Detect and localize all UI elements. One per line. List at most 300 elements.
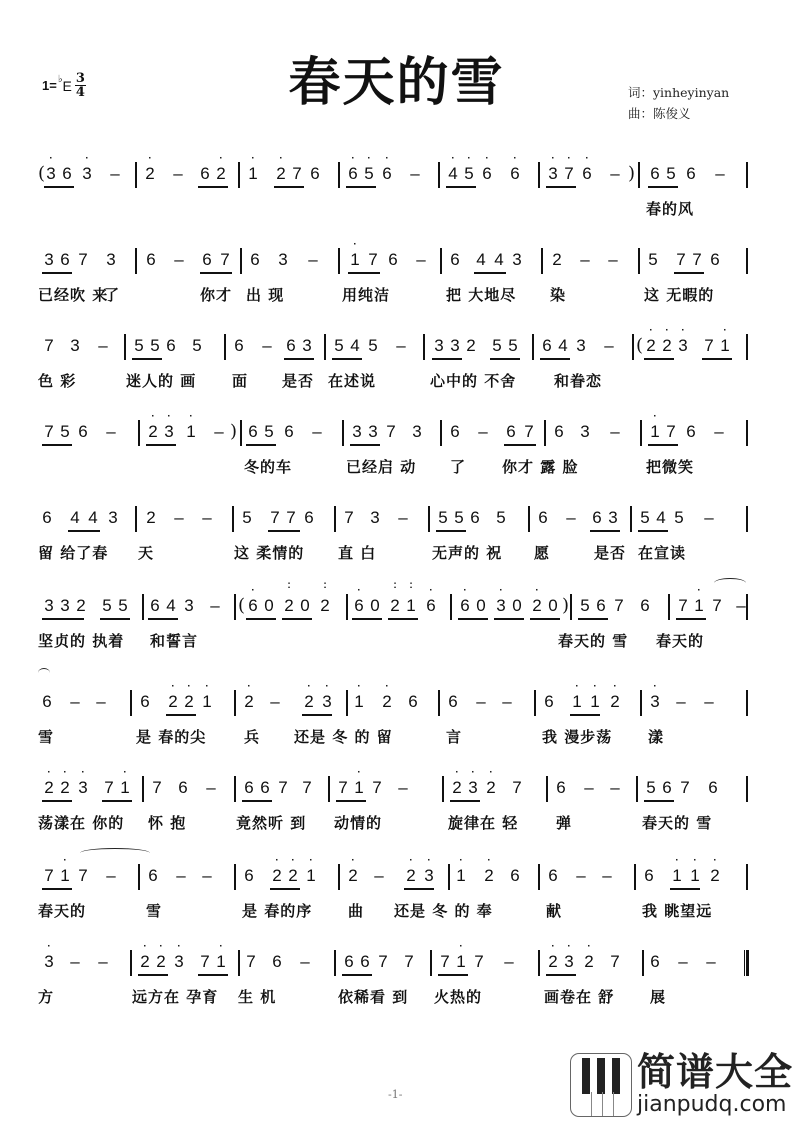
barline: [546, 776, 548, 802]
note: 4: [70, 508, 80, 527]
notes-row: [38, 504, 750, 534]
note: 6: [62, 164, 72, 183]
beam-underline: [302, 714, 332, 716]
octave-dot-icon: ·: [551, 941, 555, 952]
note: 2 ·: [214, 164, 228, 184]
piano-icon: [570, 1053, 632, 1117]
note: 1 ·: [718, 336, 732, 356]
note: 2 :: [282, 596, 296, 616]
note: 3 ·: [42, 952, 56, 972]
note: 6: [284, 422, 294, 441]
sustain-dash: –: [202, 508, 212, 527]
note: 6: [250, 250, 260, 269]
lyric-text: 春天的 雪: [642, 814, 713, 832]
octave-dot-icon: ·: [205, 681, 209, 692]
sustain-dash: –: [416, 250, 426, 269]
note: 1 ·: [352, 692, 366, 712]
sustain-dash: –: [478, 422, 488, 441]
lyric-text: 把微笑: [646, 458, 695, 476]
note: 1 ·: [184, 422, 198, 442]
octave-dot-icon: ·: [357, 585, 361, 596]
sustain-dash: –: [98, 336, 108, 355]
lyric-text: 春天的 雪: [558, 632, 629, 650]
note: 7 ·: [562, 164, 576, 184]
octave-dot-icon: ·: [693, 855, 697, 866]
note: 4 ·: [446, 164, 460, 184]
notes-row: [38, 411, 750, 448]
note: 2 ·: [286, 866, 300, 886]
note: 3: [44, 596, 54, 615]
beam-underline: [348, 272, 380, 274]
repeat-paren: (: [38, 163, 46, 184]
beam-underline: [644, 358, 674, 360]
staff-system: [38, 855, 750, 922]
lyric-text: 你才 露 脸: [502, 458, 579, 476]
staff-system: [38, 580, 750, 652]
octave-dot-icon: ·: [63, 767, 67, 778]
key-letter: E: [62, 77, 72, 94]
beam-underline: [702, 358, 732, 360]
octave-dot-icon: ·: [429, 585, 433, 596]
composer: 曲：陈俊义: [628, 106, 691, 121]
beam-underline: [648, 444, 678, 446]
beam-underline: [198, 974, 228, 976]
lyric-text: 把 大地尽: [446, 286, 517, 304]
lyric-text: 直 白: [338, 544, 377, 562]
note: 7: [338, 778, 348, 797]
note: 6: [344, 952, 354, 971]
octave-dot-icon: ·: [47, 767, 51, 778]
beam-underline: [270, 888, 300, 890]
sustain-dash: –: [706, 952, 716, 971]
note: 2 ·: [146, 422, 160, 442]
note: 3: [44, 250, 54, 269]
note: 6: [200, 164, 210, 183]
beam-underline: [268, 530, 300, 532]
lyricist: 词：yinheyinyan: [628, 85, 730, 100]
beam-underline: [648, 186, 678, 188]
octave-dot-icon: ·: [585, 153, 589, 164]
note: 6: [506, 422, 516, 441]
lyric-text: 用纯洁: [342, 286, 391, 304]
lyric-text: 漾: [648, 728, 665, 746]
note: 6: [178, 778, 188, 797]
note: 1 ·: [588, 692, 602, 712]
staff-system: [38, 153, 750, 220]
sustain-dash: –: [214, 422, 224, 441]
sustain-dash: –: [206, 778, 216, 797]
lyric-text: 生 机: [238, 988, 277, 1006]
octave-dot-icon: ·: [463, 585, 467, 596]
barline: [338, 248, 340, 274]
octave-dot-icon: ·: [567, 941, 571, 952]
note: 7: [246, 952, 256, 971]
note: 4: [166, 596, 176, 615]
note: 7: [278, 778, 288, 797]
octave-dot-icon: ·: [613, 681, 617, 692]
beam-underline: [282, 618, 312, 620]
note: 1 ·: [348, 250, 362, 270]
note: 2 ·: [143, 164, 157, 184]
barline: [342, 420, 344, 446]
barline: [346, 594, 348, 620]
barline: [746, 864, 748, 890]
octave-dot-icon: ·: [459, 941, 463, 952]
note: 4: [88, 508, 98, 527]
sustain-dash: –: [300, 952, 310, 971]
sustain-dash: –: [398, 778, 408, 797]
lyric-text: 面: [232, 372, 249, 390]
lyric-text: 天: [138, 544, 155, 562]
note: 1 ·: [692, 596, 706, 616]
note: 3 ·: [648, 692, 662, 712]
barline: [234, 776, 236, 802]
note: 3: [608, 508, 618, 527]
sustain-dash: –: [312, 422, 322, 441]
note: 3: [368, 422, 378, 441]
barline: [240, 248, 242, 274]
staff-system: [38, 411, 750, 478]
note: 5: [648, 250, 658, 269]
lyric-text: 已经启 动: [346, 458, 417, 476]
note: 3 ·: [546, 164, 560, 184]
barline: [142, 594, 144, 620]
lyric-text: 是 春的尖: [136, 728, 207, 746]
octave-dot-icon: ·: [309, 855, 313, 866]
octave-dot-icon: ·: [47, 941, 51, 952]
beam-underline: [670, 888, 700, 890]
note: 6: [148, 866, 158, 885]
barline: [232, 506, 234, 532]
note: 6: [244, 778, 254, 797]
lyric-text: 和誓言: [150, 632, 199, 650]
note: 2 ·: [138, 952, 152, 972]
note: 6: [78, 422, 88, 441]
notes-row: [38, 767, 750, 804]
note: 6 ·: [380, 164, 394, 184]
note: 1 ·: [454, 866, 468, 886]
note: 6: [538, 508, 548, 527]
staff-system: [38, 504, 750, 564]
barline: [124, 334, 126, 360]
lyric-text: 在宣读: [638, 544, 687, 562]
octave-dot-icon: ·: [675, 855, 679, 866]
octave-dot-icon: ·: [409, 855, 413, 866]
barline: [544, 420, 546, 446]
lyric-text: 春的风: [646, 200, 695, 218]
sustain-dash: –: [174, 508, 184, 527]
beam-underline: [102, 800, 132, 802]
note: 3: [60, 596, 70, 615]
note: 6: [272, 952, 282, 971]
note: 2 ·: [660, 336, 674, 356]
sustain-dash: –: [396, 336, 406, 355]
octave-dot-icon: ·: [251, 585, 255, 596]
octave-dot-icon: ·: [499, 585, 503, 596]
notes-row: [38, 580, 750, 622]
note: 2 ·: [182, 692, 196, 712]
note: 6: [140, 692, 150, 711]
note: 6: [286, 336, 296, 355]
barline: [538, 864, 540, 890]
beam-underline: [342, 974, 372, 976]
beam-underline: [590, 530, 620, 532]
sustain-dash: –: [174, 250, 184, 269]
octave-dot-icon: ·: [325, 681, 329, 692]
note: 6: [686, 164, 696, 183]
note: 2 ·: [708, 866, 722, 886]
sustain-dash: –: [676, 692, 686, 711]
note: 7: [286, 508, 296, 527]
octave-dot-icon: ·: [451, 153, 455, 164]
octave-dot-icon: ·: [567, 153, 571, 164]
octave-dot-icon: ·: [357, 767, 361, 778]
note: 7: [614, 596, 624, 615]
lyric-text: 兵: [244, 728, 261, 746]
lyric-text: 旋律在 轻: [448, 814, 519, 832]
beam-underline: [198, 186, 228, 188]
note: 3 ·: [172, 952, 186, 972]
note: 3: [370, 508, 380, 527]
logo-text-cn: 简谱大全: [637, 1050, 793, 1094]
sustain-dash: –: [576, 866, 586, 885]
beam-underline: [530, 618, 560, 620]
barline: [346, 690, 348, 716]
lyrics-row: [38, 812, 750, 836]
note: 7: [474, 952, 484, 971]
sustain-dash: –: [410, 164, 420, 183]
beam-underline: [436, 530, 466, 532]
note: 2: [552, 250, 562, 269]
staff-system: [38, 767, 750, 834]
lyric-text: 这 无暇的: [644, 286, 715, 304]
time-numerator: 3: [75, 71, 85, 86]
note: 6: [640, 596, 650, 615]
note: 5: [102, 596, 112, 615]
lyric-text: 荡漾在 你的: [38, 814, 125, 832]
beam-underline: [100, 618, 130, 620]
note: 3: [412, 422, 422, 441]
barline: [130, 950, 132, 976]
note: 3 ·: [494, 596, 508, 616]
octave-dot-icon: ·: [427, 855, 431, 866]
barline: [224, 334, 226, 360]
tie-slur: [38, 668, 50, 678]
octave-dot-icon: ·: [251, 153, 255, 164]
beam-underline: [42, 800, 72, 802]
note: 6: [304, 508, 314, 527]
beam-underline: [242, 800, 272, 802]
barline: [538, 950, 540, 976]
octave-dot-icon: ·: [723, 325, 727, 336]
note: 3: [512, 250, 522, 269]
barline: [442, 776, 444, 802]
note: 3 ·: [162, 422, 176, 442]
barline: [142, 776, 144, 802]
logo-text-en: jianpudq.com: [637, 1092, 787, 1117]
beam-underline: [438, 974, 468, 976]
note: 2 ·: [484, 778, 498, 798]
beam-underline: [446, 186, 476, 188]
note: 1 ·: [304, 866, 318, 886]
note: 3 ·: [562, 952, 576, 972]
note: 5: [134, 336, 144, 355]
barline: [640, 420, 642, 446]
note: 6: [448, 692, 458, 711]
lyric-text: 和眷恋: [554, 372, 603, 390]
note: 0: [370, 596, 380, 615]
octave-dot-icon: ·: [367, 153, 371, 164]
beam-underline: [42, 888, 72, 890]
octave-dot-icon: ·: [85, 153, 89, 164]
octave-dot-icon: ·: [81, 767, 85, 778]
barline: [450, 594, 452, 620]
note: 2 ·: [644, 336, 658, 356]
staff-system: [38, 239, 750, 306]
note: 6: [42, 692, 52, 711]
note: 5: [640, 508, 650, 527]
flat-icon: ♭: [57, 74, 63, 85]
lyric-text: 了: [104, 286, 121, 304]
beam-underline: [42, 272, 72, 274]
note: 5: [438, 508, 448, 527]
note: 6: [548, 866, 558, 885]
barline: [638, 248, 640, 274]
barline: [538, 162, 540, 188]
barline: [138, 420, 140, 446]
note: 3 ·: [320, 692, 334, 712]
note: 5: [496, 508, 506, 527]
sustain-dash: –: [176, 866, 186, 885]
lyrics-row: [38, 986, 750, 1010]
beam-underline: [490, 358, 520, 360]
lyrics-row: [38, 456, 750, 480]
sustain-dash: –: [504, 952, 514, 971]
note: 5: [580, 596, 590, 615]
note: 4: [476, 250, 486, 269]
sustain-dash: –: [602, 866, 612, 885]
beam-underline: [674, 272, 704, 274]
barline: [448, 864, 450, 890]
barline: [746, 334, 748, 360]
lyric-text: 弹: [556, 814, 573, 832]
sustain-dash: –: [96, 692, 106, 711]
note: 3: [108, 508, 118, 527]
note: 2 ·: [380, 692, 394, 712]
note: 3: [450, 336, 460, 355]
note: 2 ·: [242, 692, 256, 712]
lyric-text: 雪: [146, 902, 163, 920]
beam-underline: [458, 618, 488, 620]
note: 5: [150, 336, 160, 355]
lyric-text: 是否: [594, 544, 627, 562]
note: 6: [310, 164, 320, 183]
octave-dot-icon: ·: [291, 855, 295, 866]
note: 7: [372, 778, 382, 797]
barline: [440, 420, 442, 446]
octave-dot-icon: ·: [649, 325, 653, 336]
sustain-dash: –: [173, 164, 183, 183]
barline: [328, 776, 330, 802]
sustain-dash: –: [106, 866, 116, 885]
barline: [423, 334, 425, 360]
beam-underline: [350, 444, 380, 446]
note: 6 ·: [346, 164, 360, 184]
note: 3: [576, 336, 586, 355]
repeat-paren: (: [238, 595, 246, 616]
lyrics-row: [38, 630, 750, 654]
note: 5: [192, 336, 202, 355]
beam-underline: [132, 358, 162, 360]
beam-underline: [274, 186, 304, 188]
tie-slur: [80, 848, 150, 858]
octave-dot-icon: ·: [535, 585, 539, 596]
beam-underline: [570, 714, 600, 716]
note: 5: [492, 336, 502, 355]
lyric-text: 已经吹 来: [38, 286, 109, 304]
lyric-text: 无声的 祝: [432, 544, 503, 562]
note: 2: [466, 336, 476, 355]
note: 1 ·: [648, 422, 662, 442]
octave-dot-icon: :: [287, 580, 291, 591]
lyric-text: 染: [550, 286, 567, 304]
note: 0: [512, 596, 522, 615]
barline: [438, 690, 440, 716]
barline: [668, 594, 670, 620]
note: 6: [408, 692, 418, 711]
note: 5: [646, 778, 656, 797]
page-number: -1-: [388, 1088, 403, 1101]
octave-dot-icon: ·: [467, 153, 471, 164]
octave-dot-icon: ·: [353, 239, 357, 250]
beam-underline: [404, 888, 434, 890]
beam-underline: [676, 618, 706, 620]
note: 1 ·: [688, 866, 702, 886]
barline: [430, 950, 432, 976]
beam-underline: [644, 800, 674, 802]
note: 6: [470, 508, 480, 527]
note: 2 ·: [274, 164, 288, 184]
notes-row: [38, 855, 750, 892]
note: 5: [242, 508, 252, 527]
note: 5: [60, 422, 70, 441]
barline: [636, 776, 638, 802]
note: 6: [260, 778, 270, 797]
lyrics-row: [38, 370, 750, 394]
lyric-text: 曲: [348, 902, 365, 920]
octave-dot-icon: ·: [575, 681, 579, 692]
lyric-text: 还是 冬 的 留: [294, 728, 393, 746]
lyric-text: 我 眺望远: [642, 902, 713, 920]
lyric-text: 这 柔情的: [234, 544, 305, 562]
lyric-text: 冬的车: [244, 458, 293, 476]
note: 3 ·: [76, 778, 90, 798]
octave-dot-icon: ·: [485, 153, 489, 164]
octave-dot-icon: ·: [63, 855, 67, 866]
lyric-text: 展: [650, 988, 667, 1006]
octave-dot-icon: ·: [351, 855, 355, 866]
note: 6: [450, 422, 460, 441]
note: 3: [106, 250, 116, 269]
octave-dot-icon: :: [393, 580, 397, 591]
barline: [238, 162, 240, 188]
note: 7: [302, 778, 312, 797]
note: 3: [434, 336, 444, 355]
sustain-dash: –: [610, 422, 620, 441]
note: 2 ·: [582, 952, 596, 972]
beam-underline: [346, 186, 376, 188]
lyric-text: 留 给了春: [38, 544, 109, 562]
